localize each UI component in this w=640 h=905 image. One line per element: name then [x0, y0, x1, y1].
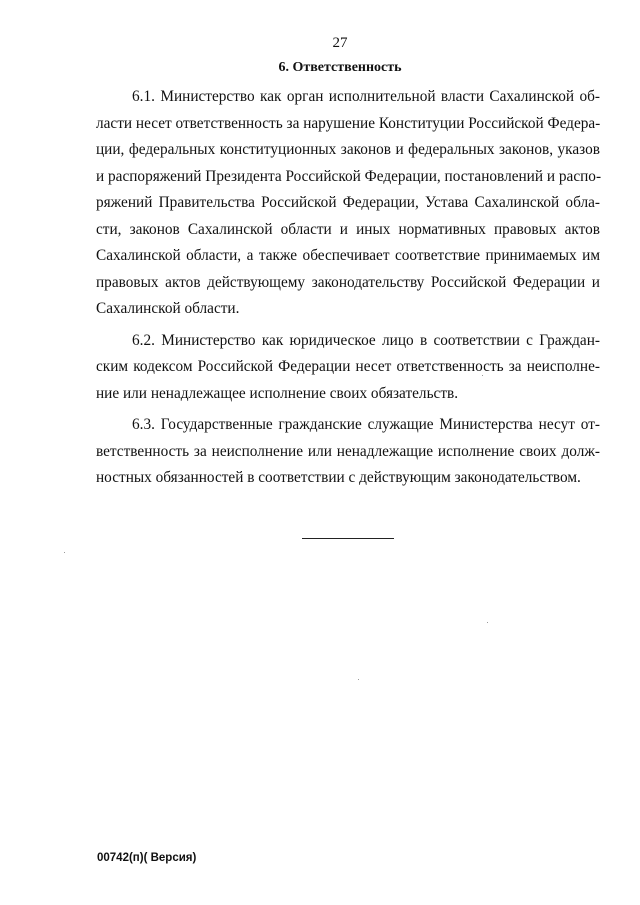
- paragraph-6-3: [96, 412, 600, 492]
- end-of-section-rule: [302, 538, 394, 539]
- paragraph-6-1: [96, 84, 600, 323]
- text-line: Сахалинской области.: [96, 300, 240, 317]
- text-line: ряжений Правительства Российской Федерации, Устава Сахалинской обла-: [96, 194, 600, 211]
- text-line: 6.3. Государственные гражданские служащие Министерства несут от-: [132, 416, 600, 433]
- scan-speck: [358, 679, 359, 680]
- text-line: 6.1. Министерство как орган исполнительной власти Сахалинской об-: [132, 88, 600, 105]
- section-title: 6. Ответственность: [278, 60, 402, 75]
- scan-speck: [482, 375, 483, 376]
- paragraph-6-2: [96, 328, 600, 408]
- text-line: ние или ненадлежащее исполнение своих обязательств.: [96, 384, 459, 402]
- text-line: ностных обязанностей в соответствии с действующим законодательством.: [96, 469, 581, 486]
- text-line: сти, законов Сахалинской области и иных нормативных правовых актов: [96, 220, 600, 238]
- scan-speck: [64, 552, 65, 553]
- text-line: ским кодексом Российской Федерации несет ответственность за неисполне-: [96, 358, 600, 375]
- page-number: 27: [332, 35, 348, 51]
- text-line: и распоряжений Президента Российской Федерации, постановлений и распо-: [96, 167, 602, 185]
- text-line: 6.2. Министерство как юридическое лицо в соответствии с Граждан-: [132, 331, 600, 349]
- footer-document-code: 00742(п)( Версия): [97, 852, 197, 864]
- text-line: ции, федеральных конституционных законов и федеральных законов, указов: [96, 141, 600, 158]
- text-line: ласти несет ответственность за нарушение Конституции Российской Федера-: [96, 114, 601, 132]
- text-line: ветственность за неисполнение или ненадлежащие исполнение своих долж-: [96, 442, 600, 460]
- section-body: [96, 84, 600, 492]
- text-line: Сахалинской области, а также обеспечивает соответствие принимаемых им: [96, 247, 600, 264]
- scan-speck: [487, 622, 488, 623]
- text-line: правовых актов действующему законодательству Российской Федерации и: [96, 273, 600, 291]
